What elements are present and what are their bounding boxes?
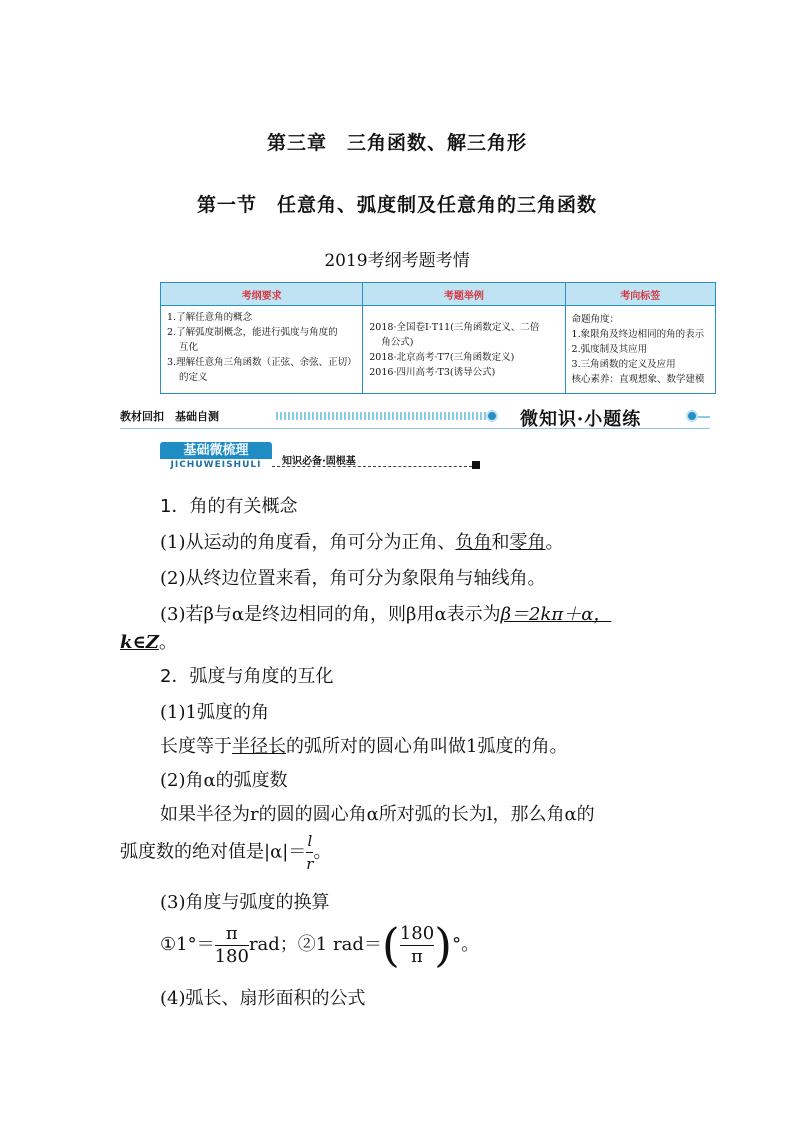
tags-cell	[566, 306, 715, 393]
badge-tag: 知识必备·固根基	[282, 456, 356, 467]
paragraph-line	[120, 628, 177, 654]
paragraph-line	[160, 600, 611, 626]
dot-icon	[686, 410, 698, 422]
text-span: 长度等于	[160, 736, 232, 757]
square-icon	[472, 461, 480, 469]
list-item: 2016·四川高考·T3(诱导公式)	[369, 366, 496, 378]
table-header	[161, 283, 715, 306]
list-item: 2018·全国卷Ⅰ·T11(三角函数定义、二倍	[369, 321, 540, 333]
text-span: 。	[545, 532, 564, 553]
text-span: 。	[158, 632, 177, 653]
text-span: 和	[491, 532, 510, 553]
header-tags: 考向标签	[620, 290, 661, 302]
band-title: 微知识·小题练	[520, 409, 642, 430]
fraction-numerator: 180	[399, 922, 435, 944]
requirements-cell	[161, 306, 363, 393]
text-span: rad；②1 rad＝	[248, 934, 382, 955]
fraction-denominator: 180	[214, 945, 249, 967]
section-badge	[160, 442, 272, 472]
fraction-numerator: l	[306, 830, 313, 853]
exam-subtitle: 2019考纲考题考情	[324, 251, 470, 271]
list-item: 的定义	[179, 372, 208, 383]
list-item: 2.了解弧度制概念，能进行弧度与角度的	[167, 327, 338, 338]
header-requirements: 考纲要求	[161, 283, 363, 305]
text-span: 的弧所对的圆心角叫做1弧度的角。	[286, 736, 568, 757]
paragraph-line	[160, 528, 564, 554]
table-body	[161, 306, 715, 393]
text-span: ①1°＝	[160, 934, 215, 955]
paragraph-line: (3)角度与弧度的换算	[160, 892, 330, 913]
heading-radian-conversion: 2．弧度与角度的互化	[160, 666, 334, 687]
list-item: 角公式)	[381, 336, 414, 348]
band-divider	[120, 428, 710, 429]
text-span: (1)从运动的角度看，角可分为正角、	[160, 532, 456, 553]
badge-pinyin: JICHUWEISHULI	[170, 460, 262, 470]
list-item: 2.弧度制及其应用	[571, 344, 648, 355]
paragraph-line: (2)从终边位置来看，角可分为象限角与轴线角。	[160, 568, 546, 589]
paragraph-line: 如果半径为r的圆的圆心角α所对弧的长为l，那么角α的	[160, 804, 595, 825]
paragraph-line	[160, 732, 567, 758]
heading-angle-concepts: 1．角的有关概念	[160, 496, 298, 517]
answer-underlined: 半径长	[232, 736, 286, 757]
answer-underlined: k∈Z	[120, 632, 159, 653]
paragraph-line	[120, 830, 331, 875]
list-item: 1.象限角及终边相同的角的表示	[571, 329, 705, 340]
list-item: 核心素养：直观想象、数学建模	[571, 374, 705, 385]
badge-title: 基础微梳理	[160, 442, 272, 459]
fraction-numerator: π	[215, 923, 249, 946]
list-item: 1.了解任意角的概念	[167, 312, 253, 323]
list-item: 3.三角函数的定义及应用	[571, 359, 676, 370]
list-item: 互化	[179, 342, 199, 353]
band-stripe-decoration	[276, 412, 486, 420]
fraction-denominator: π	[411, 945, 423, 967]
list-item: 命题角度：	[571, 314, 620, 325]
band-left-label: 教材回扣 基础自测	[120, 410, 219, 423]
text-span: (3)若β与α是终边相同的角，则β用α表示为	[160, 604, 501, 625]
examples-cell	[363, 306, 565, 393]
left-paren: (	[381, 918, 400, 972]
dot-icon	[486, 410, 498, 422]
fraction-pi-over-180	[215, 923, 249, 968]
badge-divider	[272, 466, 472, 467]
paragraph-line: (1)1弧度的角	[160, 702, 269, 723]
text-span: 弧度数的绝对值是|α|＝	[120, 841, 307, 863]
band-divider	[698, 416, 710, 418]
answer-underlined: β＝2kπ＋α，	[500, 604, 612, 625]
header-examples: 考题举例	[363, 283, 565, 305]
chapter-title: 第三章 三角函数、解三角形	[266, 132, 527, 154]
section-title: 第一节 任意角、弧度制及任意角的三角函数	[196, 194, 597, 216]
text-span: 。	[313, 841, 332, 863]
paragraph-line: (4)弧长、扇形面积的公式	[160, 988, 366, 1009]
answer-underlined: 负角	[455, 532, 492, 553]
paragraph-line: (2)角α的弧度数	[160, 770, 288, 791]
list-item: 3.理解任意角三角函数（正弦、余弦、正切）	[167, 357, 357, 368]
list-item: 2018·北京高考·T7(三角函数定义)	[369, 351, 515, 363]
section-band	[120, 406, 710, 432]
answer-underlined: 零角	[509, 532, 546, 553]
fraction-denominator: r	[306, 855, 314, 873]
right-paren: )	[434, 918, 453, 972]
paragraph-line	[160, 918, 480, 972]
fraction-180-over-pi	[400, 923, 434, 968]
exam-outline-table	[160, 282, 716, 394]
text-span: °。	[452, 934, 480, 955]
